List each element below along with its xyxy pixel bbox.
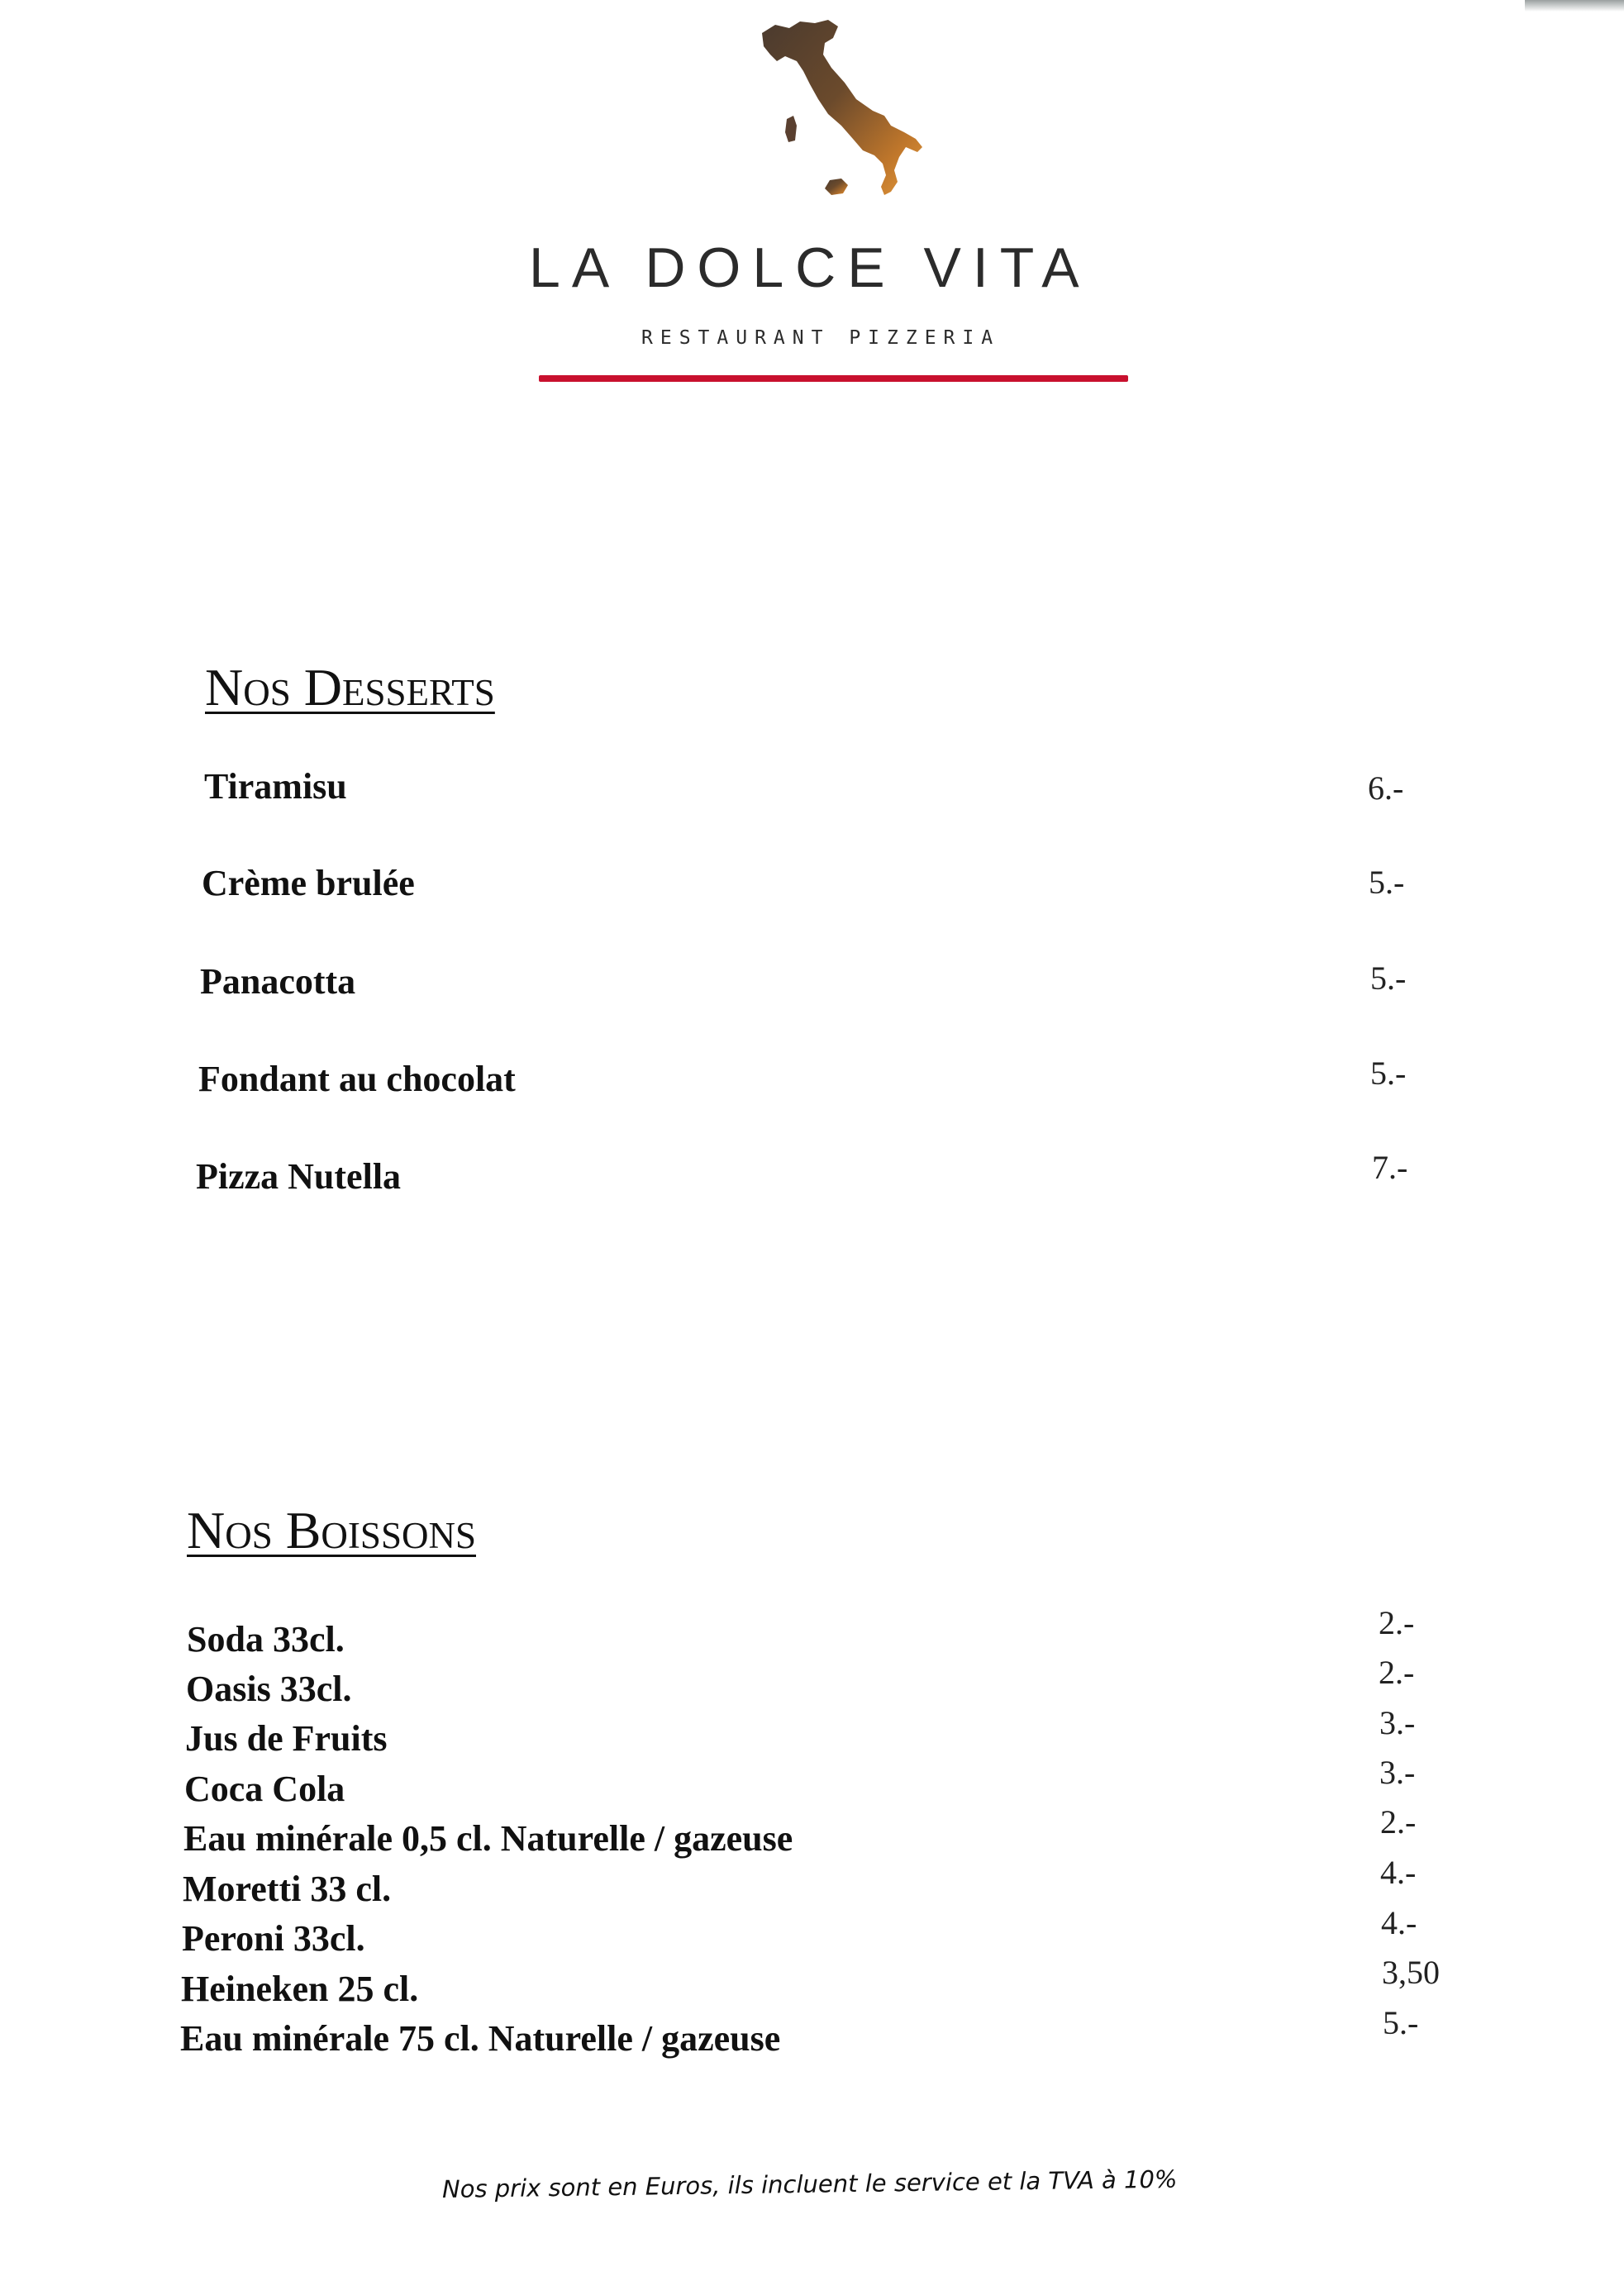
dessert-name: Fondant au chocolat	[198, 1059, 516, 1099]
drink-price: 2.-	[1379, 1604, 1415, 1641]
brand-tagline: RESTAURANT PIZZERIA	[641, 327, 1001, 349]
italy-map-icon	[752, 18, 938, 204]
drink-price: 2.-	[1379, 1654, 1415, 1691]
drinks-heading: Nos Boissons	[187, 1501, 476, 1560]
dessert-price: 5.-	[1369, 864, 1405, 901]
drink-name: Moretti 33 cl.	[183, 1869, 392, 1909]
dessert-name: Tiramisu	[204, 766, 347, 807]
drink-name: Eau minérale 0,5 cl. Naturelle / gazeuse	[183, 1818, 793, 1859]
drink-price: 3,50	[1382, 1954, 1440, 1991]
dessert-price: 6.-	[1368, 769, 1404, 807]
drink-name: Peroni 33cl.	[182, 1918, 365, 1959]
drink-price: 4.-	[1381, 1904, 1417, 1941]
drink-name: Coca Cola	[184, 1769, 345, 1809]
desserts-heading: Nos Desserts	[205, 658, 495, 717]
dessert-price: 5.-	[1370, 960, 1407, 997]
dessert-name: Panacotta	[200, 961, 356, 1002]
dessert-price: 5.-	[1370, 1055, 1407, 1092]
brand-title: LA DOLCE VITA	[529, 236, 1091, 299]
drink-name: Oasis 33cl.	[186, 1669, 352, 1709]
dessert-name: Pizza Nutella	[196, 1156, 402, 1197]
brand-divider	[539, 375, 1128, 382]
drink-price: 3.-	[1379, 1704, 1416, 1741]
drink-name: Soda 33cl.	[187, 1619, 345, 1660]
drink-price: 2.-	[1380, 1803, 1417, 1841]
dessert-name: Crème brulée	[202, 863, 415, 903]
drink-price: 3.-	[1379, 1754, 1416, 1791]
drink-name: Heineken 25 cl.	[181, 1969, 419, 2009]
dessert-price: 7.-	[1372, 1149, 1408, 1186]
drink-name: Jus de Fruits	[185, 1718, 388, 1759]
page-corner-shadow	[1525, 0, 1624, 12]
price-disclaimer: Nos prix sont en Euros, ils incluent le service et la TVA à 10%	[441, 2164, 1178, 2203]
drink-name: Eau minérale 75 cl. Naturelle / gazeuse	[180, 2018, 781, 2059]
drink-price: 4.-	[1380, 1854, 1417, 1891]
drink-price: 5.-	[1383, 2004, 1419, 2041]
